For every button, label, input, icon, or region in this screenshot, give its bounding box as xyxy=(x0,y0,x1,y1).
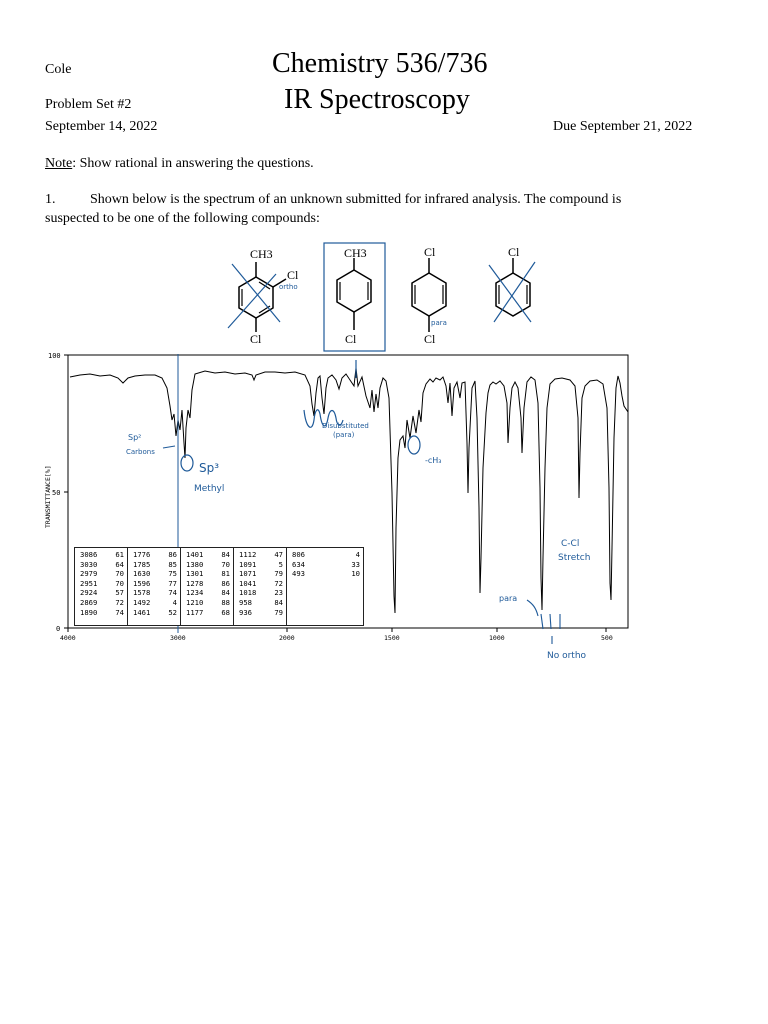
disub-para-label: (para) xyxy=(333,431,355,439)
assigned-date: September 14, 2022 xyxy=(45,119,158,134)
structure-3 xyxy=(412,245,447,346)
structure-1-top: CH3 xyxy=(250,247,273,261)
ccl-label: C-Cl xyxy=(561,539,580,549)
peak-column: 1401 84 1380 70 1301 81 1278 86 1234 84 1210 88 1177 68 xyxy=(181,548,234,625)
question-number: 1. xyxy=(45,192,56,207)
peak-column: 3086 61 3030 64 2979 70 2951 70 2924 57 2869 72 1890 74 xyxy=(75,548,128,625)
y-tick-50: 50 xyxy=(52,489,61,497)
sp3-label: Sp³ xyxy=(199,461,220,475)
structure-1-note: ortho xyxy=(279,283,298,291)
peak-column: 1112 47 1091 5 1071 79 1041 72 1018 23 958 84 936 79 xyxy=(234,548,287,625)
structure-1 xyxy=(228,247,299,346)
course-title: Chemistry 536/736 xyxy=(272,48,488,79)
structure-2-bottom: Cl xyxy=(345,332,357,346)
disub-label: Disubstituted xyxy=(322,422,369,430)
x-axis xyxy=(60,628,613,642)
peak-table xyxy=(74,547,364,626)
structure-4 xyxy=(489,245,535,322)
problem-set-label: Problem Set #2 xyxy=(45,97,132,112)
topic-title: IR Spectroscopy xyxy=(284,84,470,115)
structure-3-top: Cl xyxy=(424,245,436,259)
structure-4-top: Cl xyxy=(508,245,520,259)
sp3-circle xyxy=(181,455,193,471)
question-line-1 xyxy=(45,190,621,209)
question-text-1: Shown below is the spectrum of an unknown submitted for infrared analysis. The compound is xyxy=(90,192,622,207)
y-axis xyxy=(44,352,68,633)
structure-3-bottom: Cl xyxy=(424,332,436,346)
x-tick-3000: 3000 xyxy=(170,634,186,642)
note-line xyxy=(45,154,314,173)
peak-column: 806 4 634 33 493 10 xyxy=(292,550,360,579)
x-tick-1000: 1000 xyxy=(489,634,505,642)
ccl-stretch-label: Stretch xyxy=(558,553,591,563)
structure-1-bottom: Cl xyxy=(250,332,262,346)
x-tick-2000: 2000 xyxy=(279,634,295,642)
structure-2-top: CH3 xyxy=(344,246,367,260)
peak-column: 1776 86 1785 85 1630 75 1596 77 1578 74 1492 4 1461 52 xyxy=(128,548,181,625)
methyl-label: Methyl xyxy=(194,484,225,494)
due-date: Due September 21, 2022 xyxy=(553,119,693,134)
author-name: Cole xyxy=(45,62,72,77)
ch3-label: -cH₃ xyxy=(425,456,442,465)
no-ortho-label: No ortho xyxy=(547,651,587,661)
structure-2 xyxy=(324,243,385,351)
x-tick-1500: 1500 xyxy=(384,634,400,642)
y-tick-0: 0 xyxy=(56,625,61,633)
structure-1-side: Cl xyxy=(287,268,299,282)
carbons-label: Carbons xyxy=(126,448,155,456)
y-axis-label: TRANSMITTANCE[%] xyxy=(44,465,52,528)
x-tick-500: 500 xyxy=(601,634,613,642)
sp2-label: Sp² xyxy=(128,433,142,442)
note-label: Note xyxy=(45,156,73,171)
ch3-circle xyxy=(408,436,420,454)
candidate-structures xyxy=(0,236,768,354)
x-tick-4000: 4000 xyxy=(60,634,76,642)
note-text: : Show rational in answering the questions. xyxy=(72,156,314,171)
y-tick-100: 100 xyxy=(48,352,61,360)
question-text-2: suspected to be one of the following compounds: xyxy=(45,211,320,226)
structure-3-note: para xyxy=(431,319,447,327)
para-label: para xyxy=(499,594,518,603)
